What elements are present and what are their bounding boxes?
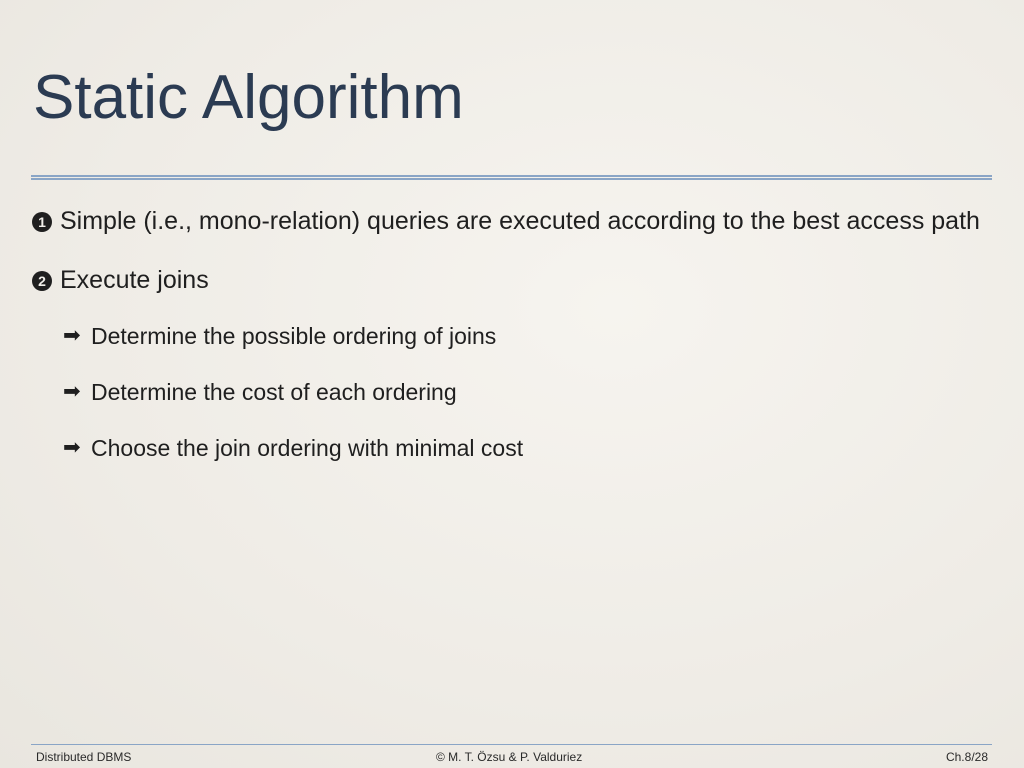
title-divider bbox=[31, 175, 992, 180]
bullet-item-1 bbox=[32, 203, 992, 240]
footer-page-number: Ch.8/28 bbox=[945, 750, 988, 764]
bullet-text-1: Simple (i.e., mono-relation) queries are executed according to the best access path bbox=[60, 207, 980, 235]
bullet-text-2: Execute joins bbox=[60, 266, 209, 294]
bullet-item-2 bbox=[32, 262, 992, 299]
sub-item-text-1: Determine the possible ordering of joins bbox=[91, 323, 497, 349]
sub-item-2 bbox=[63, 375, 992, 409]
footer-course-name: Distributed DBMS bbox=[36, 750, 132, 764]
slide-title: Static Algorithm bbox=[33, 63, 464, 132]
circled-number-two-icon: 2 bbox=[32, 271, 52, 291]
footer-copyright: © M. T. Özsu & P. Valduriez bbox=[436, 750, 583, 764]
sub-item-text-2: Determine the cost of each ordering bbox=[91, 379, 457, 405]
slide-body bbox=[32, 203, 992, 465]
right-arrow-icon: ➡ bbox=[63, 380, 81, 403]
sub-item-text-3: Choose the join ordering with minimal cost bbox=[91, 435, 524, 461]
sub-item-3 bbox=[63, 431, 992, 465]
circled-number-one-icon: 1 bbox=[32, 212, 52, 232]
sub-item-1 bbox=[63, 319, 992, 353]
right-arrow-icon: ➡ bbox=[63, 436, 81, 459]
footer-divider bbox=[31, 744, 992, 745]
right-arrow-icon: ➡ bbox=[63, 324, 81, 347]
